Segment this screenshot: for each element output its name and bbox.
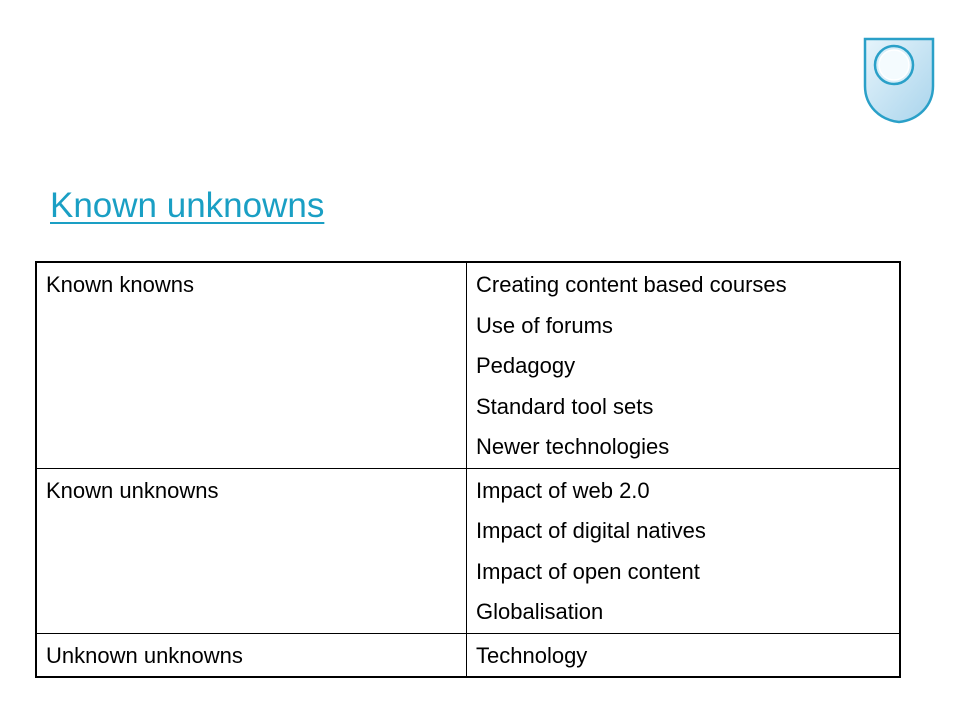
- knowns-table: [35, 261, 901, 678]
- list-item: Standard tool sets: [476, 393, 654, 419]
- shield-logo-icon: [862, 36, 936, 124]
- row-label: Known knowns: [36, 262, 467, 468]
- row-items: [467, 468, 901, 633]
- row-label: Known unknowns: [36, 468, 467, 633]
- list-item: Impact of digital natives: [476, 518, 706, 543]
- row-items: [467, 262, 901, 468]
- list-item: Globalisation: [476, 599, 604, 624]
- page-title[interactable]: Known unknowns: [50, 186, 325, 225]
- list-item: Use of forums: [476, 312, 613, 338]
- list-item: Impact of web 2.0: [476, 477, 650, 503]
- list-item: Impact of open content: [476, 558, 700, 584]
- row-label: Unknown unknowns: [36, 633, 467, 677]
- list-item: Creating content based courses: [476, 272, 787, 297]
- list-item: Newer technologies: [476, 434, 670, 459]
- table-row: [36, 262, 900, 468]
- row-items: [467, 633, 901, 677]
- list-item: Technology: [476, 642, 588, 668]
- table-row: [36, 633, 900, 677]
- table-row: [36, 468, 900, 633]
- list-item: Pedagogy: [476, 353, 576, 378]
